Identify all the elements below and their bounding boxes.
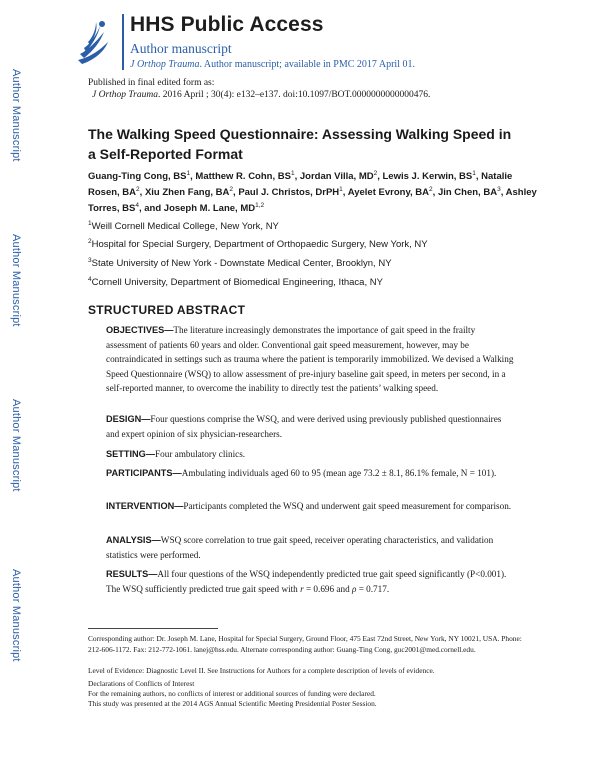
participants-text: Ambulating individuals aged 60 to 95 (mean age 73.2 ± 8.1, 86.1% female, N = 101). [181, 468, 497, 478]
author-name: Matthew R. Cohn, BS [195, 171, 291, 182]
author-separator: , [342, 187, 348, 198]
abstract-design [106, 412, 516, 441]
setting-label: SETTING— [106, 449, 156, 459]
abstract-results: RESULTS—All four questions of the WSQ independently predicted true gait speed significantly (P<0.001). The WSQ sufficiently predicted true gait speed with r = 0.696 and ρ = 0.717. [106, 569, 507, 594]
author-separator: , [190, 171, 196, 182]
author-name: Xiu Zhen Fang, BA [144, 187, 230, 198]
author-separator: , [377, 171, 383, 182]
author-separator: , [500, 187, 506, 198]
abstract-setting [106, 447, 516, 462]
author-separator: , [475, 171, 482, 182]
author-affiliation-ref: 3 [497, 185, 501, 193]
footnote-presented: This study was presented at the 2014 AGS Annual Scientific Meeting Presidential Poster Session. [88, 699, 377, 708]
abstract-intervention [106, 499, 516, 514]
setting-text: Four ambulatory clinics. [155, 449, 246, 459]
author-separator: , [432, 187, 438, 198]
affiliation-1: $^1$Weill Cornell Medical College, New York, NY [88, 219, 279, 232]
author-list [88, 169, 543, 217]
footnote-correspondence: Corresponding author: Dr. Joseph M. Lane, Hospital for Special Surgery, Ground Floor, 475 East 72nd Street, New York, NY 10021, USA. Phone: 212-606-1172. Fax: 212-772-1061. lanej@hss.edu. Alternate corresponding author: Guang-Ting Cong, guc2001@med.cornell.edu. [88, 634, 522, 654]
author-name: Ashley Torres, BS [88, 187, 537, 214]
intervention-text: Participants completed the WSQ and underwent gait speed measurement for comparison. [183, 501, 512, 511]
author-affiliation-ref: 2 [429, 185, 433, 193]
side-label-1: Author Manuscript [10, 68, 22, 162]
author-name: Guang-Ting Cong, BS [88, 171, 187, 182]
hhs-eagle-logo-icon [74, 12, 114, 66]
footnote-evidence: Level of Evidence: Diagnostic Level II. See Instructions for Authors for a complete description of levels of evidence. [88, 666, 435, 675]
author-name: Natalie Rosen, BA [88, 171, 513, 198]
author-name: Paul J. Christos, DrPH [238, 187, 340, 198]
availability-text: . Author manuscript; available in PMC 2017 April 01. [199, 59, 415, 70]
analysis-text: WSQ score correlation to true gait speed, receiver operating characteristics, and validation statistics were performed. [106, 535, 494, 560]
publication-info [88, 77, 430, 101]
author-affiliation-ref: 1 [186, 169, 191, 177]
header-divider [122, 14, 124, 70]
objectives-label: OBJECTIVES— [106, 325, 174, 335]
author-name: Jordan Villa, MD [299, 171, 374, 182]
author-affiliation-ref: 2 [373, 169, 378, 177]
hhs-header [74, 12, 574, 72]
author-affiliation-ref: 1,2 [255, 201, 265, 209]
author-manuscript-label: Author manuscript [130, 41, 232, 56]
title-line-1: The Walking Speed Questionnaire: Assessing Walking Speed in [88, 126, 512, 142]
citation [88, 89, 430, 101]
author-affiliation-ref: 4 [135, 201, 139, 209]
author-separator: , [139, 187, 145, 198]
author-affiliation-ref: 1 [339, 185, 343, 193]
published-label: Published in final edited form as: [88, 78, 215, 88]
abstract-objectives [106, 323, 516, 396]
affiliation-3: $^3$State University of New York - Downstate Medical Center, Brooklyn, NY [88, 256, 392, 269]
side-label-3: Author Manuscript [10, 398, 22, 492]
side-label-2: Author Manuscript [10, 233, 22, 327]
intervention-label: INTERVENTION— [106, 501, 184, 511]
abstract-participants [106, 466, 516, 481]
author-name: Joseph M. Lane, MD [163, 203, 256, 214]
author-separator: , [294, 171, 300, 182]
abstract-analysis [106, 533, 516, 562]
citation-journal: J Orthop Trauma [92, 90, 158, 100]
footnote-declarations: Declarations of Conflicts of Interest [88, 679, 195, 688]
affiliation-2: $^2$Hospital for Special Surgery, Department of Orthopaedic Surgery, New York, NY [88, 237, 428, 250]
footnote-conflicts: For the remaining authors, no conflicts of interest or additional sources of funding were declared. [88, 689, 376, 698]
author-separator: , and [138, 203, 164, 214]
footnote-divider [88, 628, 218, 629]
hhs-title: HHS Public Access [130, 13, 324, 36]
author-affiliation-ref: 1 [472, 169, 476, 177]
author-affiliation-ref: 1 [290, 169, 295, 177]
author-separator: , [233, 187, 239, 198]
article-title [88, 124, 528, 164]
analysis-label: ANALYSIS— [106, 535, 161, 545]
author-name: Lewis J. Kerwin, BS [382, 171, 473, 182]
author-affiliation-ref: 2 [229, 185, 234, 193]
journal-name: J Orthop Trauma [130, 59, 200, 70]
citation-details: . 2016 April ; 30(4): e132–e137. doi:10.1097/BOT.0000000000000476. [157, 90, 431, 100]
results-label: RESULTS— [106, 569, 158, 579]
author-name: Jin Chen, BA [437, 187, 498, 198]
design-label: DESIGN— [106, 414, 151, 424]
title-line-2: a Self-Reported Format [88, 146, 243, 162]
journal-availability [130, 59, 415, 70]
side-label-4: Author Manuscript [10, 568, 22, 662]
design-text: Four questions comprise the WSQ, and were derived using previously published questionnaires and expert opinion of six physician-researchers. [106, 414, 502, 439]
author-affiliation-ref: 2 [136, 185, 140, 193]
affiliation-4: $^4$Cornell University, Department of Biomedical Engineering, Ithaca, NY [88, 275, 383, 288]
participants-label: PARTICIPANTS— [106, 468, 182, 478]
author-name: Ayelet Evrony, BA [347, 187, 430, 198]
objectives-text: The literature increasingly demonstrates the importance of gait speed in the frailty assessment of patients 60 years and older. Conventional gait speed measurement, however, may be contraindicated in settings such as trauma where the patient is temporarily immobilized. We devised a Walking Speed Questionnaire (WSQ) to allow assessment of pre-injury baseline gait speed, in meters per second, in a self-reported manner, to overcome the inability to directly test the patients’ walking speed. [106, 325, 514, 394]
abstract-heading: STRUCTURED ABSTRACT [88, 303, 246, 317]
